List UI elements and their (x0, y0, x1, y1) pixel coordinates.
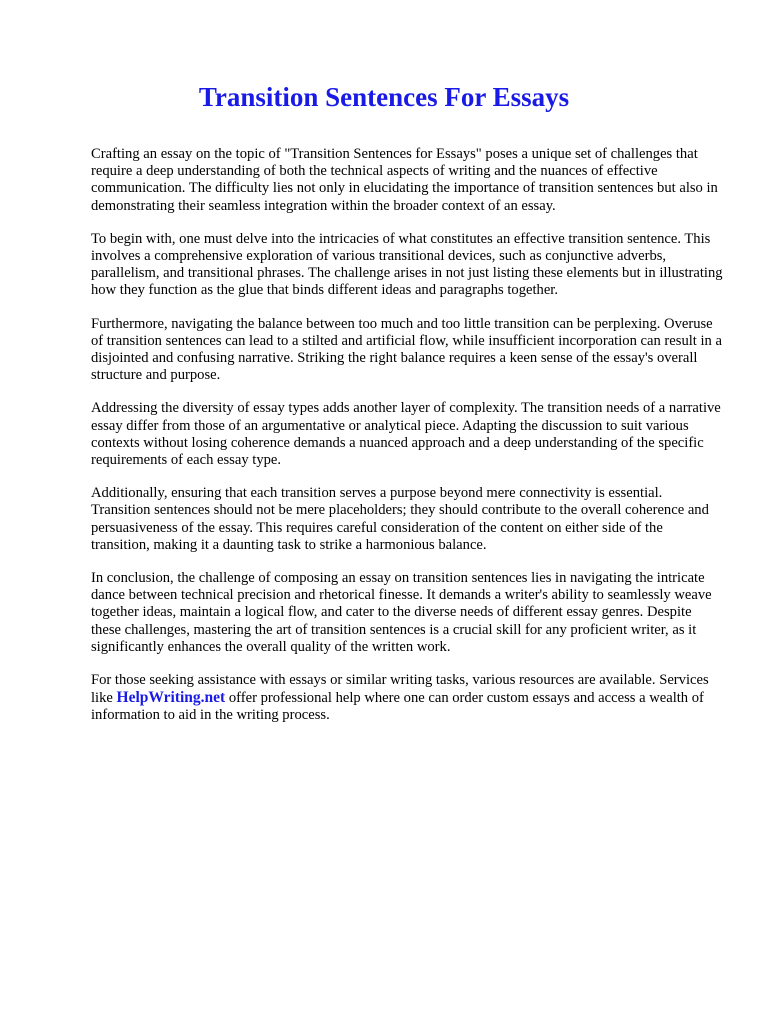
helpwriting-link[interactable]: HelpWriting.net (116, 689, 226, 707)
paragraph-additionally: Additionally, ensuring that each transition serves a purpose beyond mere connectivity is essential. Transition sentences should not be mere placeholders; they should contribute to the overall coherence and persuasiveness of the essay. This requires careful consideration of the content on either side of the transition, making it a daunting task to strike a harmonious balance. (91, 485, 709, 553)
assistance-text-before: For those seeking assistance with essays or similar writing tasks, various resources are available. Services like (91, 672, 709, 707)
page-title: Transition Sentences For Essays (198, 82, 570, 112)
paragraph-diversity: Addressing the diversity of essay types adds another layer of complexity. The transition needs of a narrative essay differ from those of an argumentative or analytical piece. Adapting the discussion to suit various contexts without losing coherence demands a nuanced approach and a deep understanding of the specific requirements of each essay type. (91, 400, 721, 469)
paragraph-conclusion: In conclusion, the challenge of composing an essay on transition sentences lies in navigating the intricate dance between technical precision and rhetorical finesse. It demands a writer's ability to seamlessly weave together ideas, maintain a logical flow, and cater to the diverse needs of different essay genres. Despite these challenges, mastering the art of transition sentences is a crucial skill for any proficient writer, as it significantly enhances the overall quality of the written work. (91, 570, 712, 655)
paragraph-intro: Crafting an essay on the topic of "Transition Sentences for Essays" poses a unique set of challenges that require a deep understanding of both the technical aspects of writing and the nuances of effective communication. The difficulty lies not only in elucidating the importance of transition sentences but also in demonstrating their seamless integration within the broader context of an essay. (91, 146, 718, 214)
paragraph-furthermore: Furthermore, navigating the balance between too much and too little transition can be perplexing. Overuse of transition sentences can lead to a stilted and artificial flow, while insufficient incorporation can result in a disjointed and confusing narrative. Striking the right balance requires a keen sense of the essay's overall structure and purpose. (91, 315, 722, 384)
assistance-text-after: offer professional help where one can order custom essays and access a wealth of information to aid in the writing process. (91, 690, 704, 724)
document-body (91, 146, 723, 741)
paragraph-assistance (91, 672, 723, 725)
paragraph-begin: To begin with, one must delve into the intricacies of what constitutes an effective transition sentence. This involves a comprehensive exploration of various transitional devices, such as conjunctive adverbs, parallelism, and transitional phrases. The challenge arises in not just listing these elements but in illustrating how they function as the glue that binds different ideas and paragraphs together. (91, 230, 723, 299)
